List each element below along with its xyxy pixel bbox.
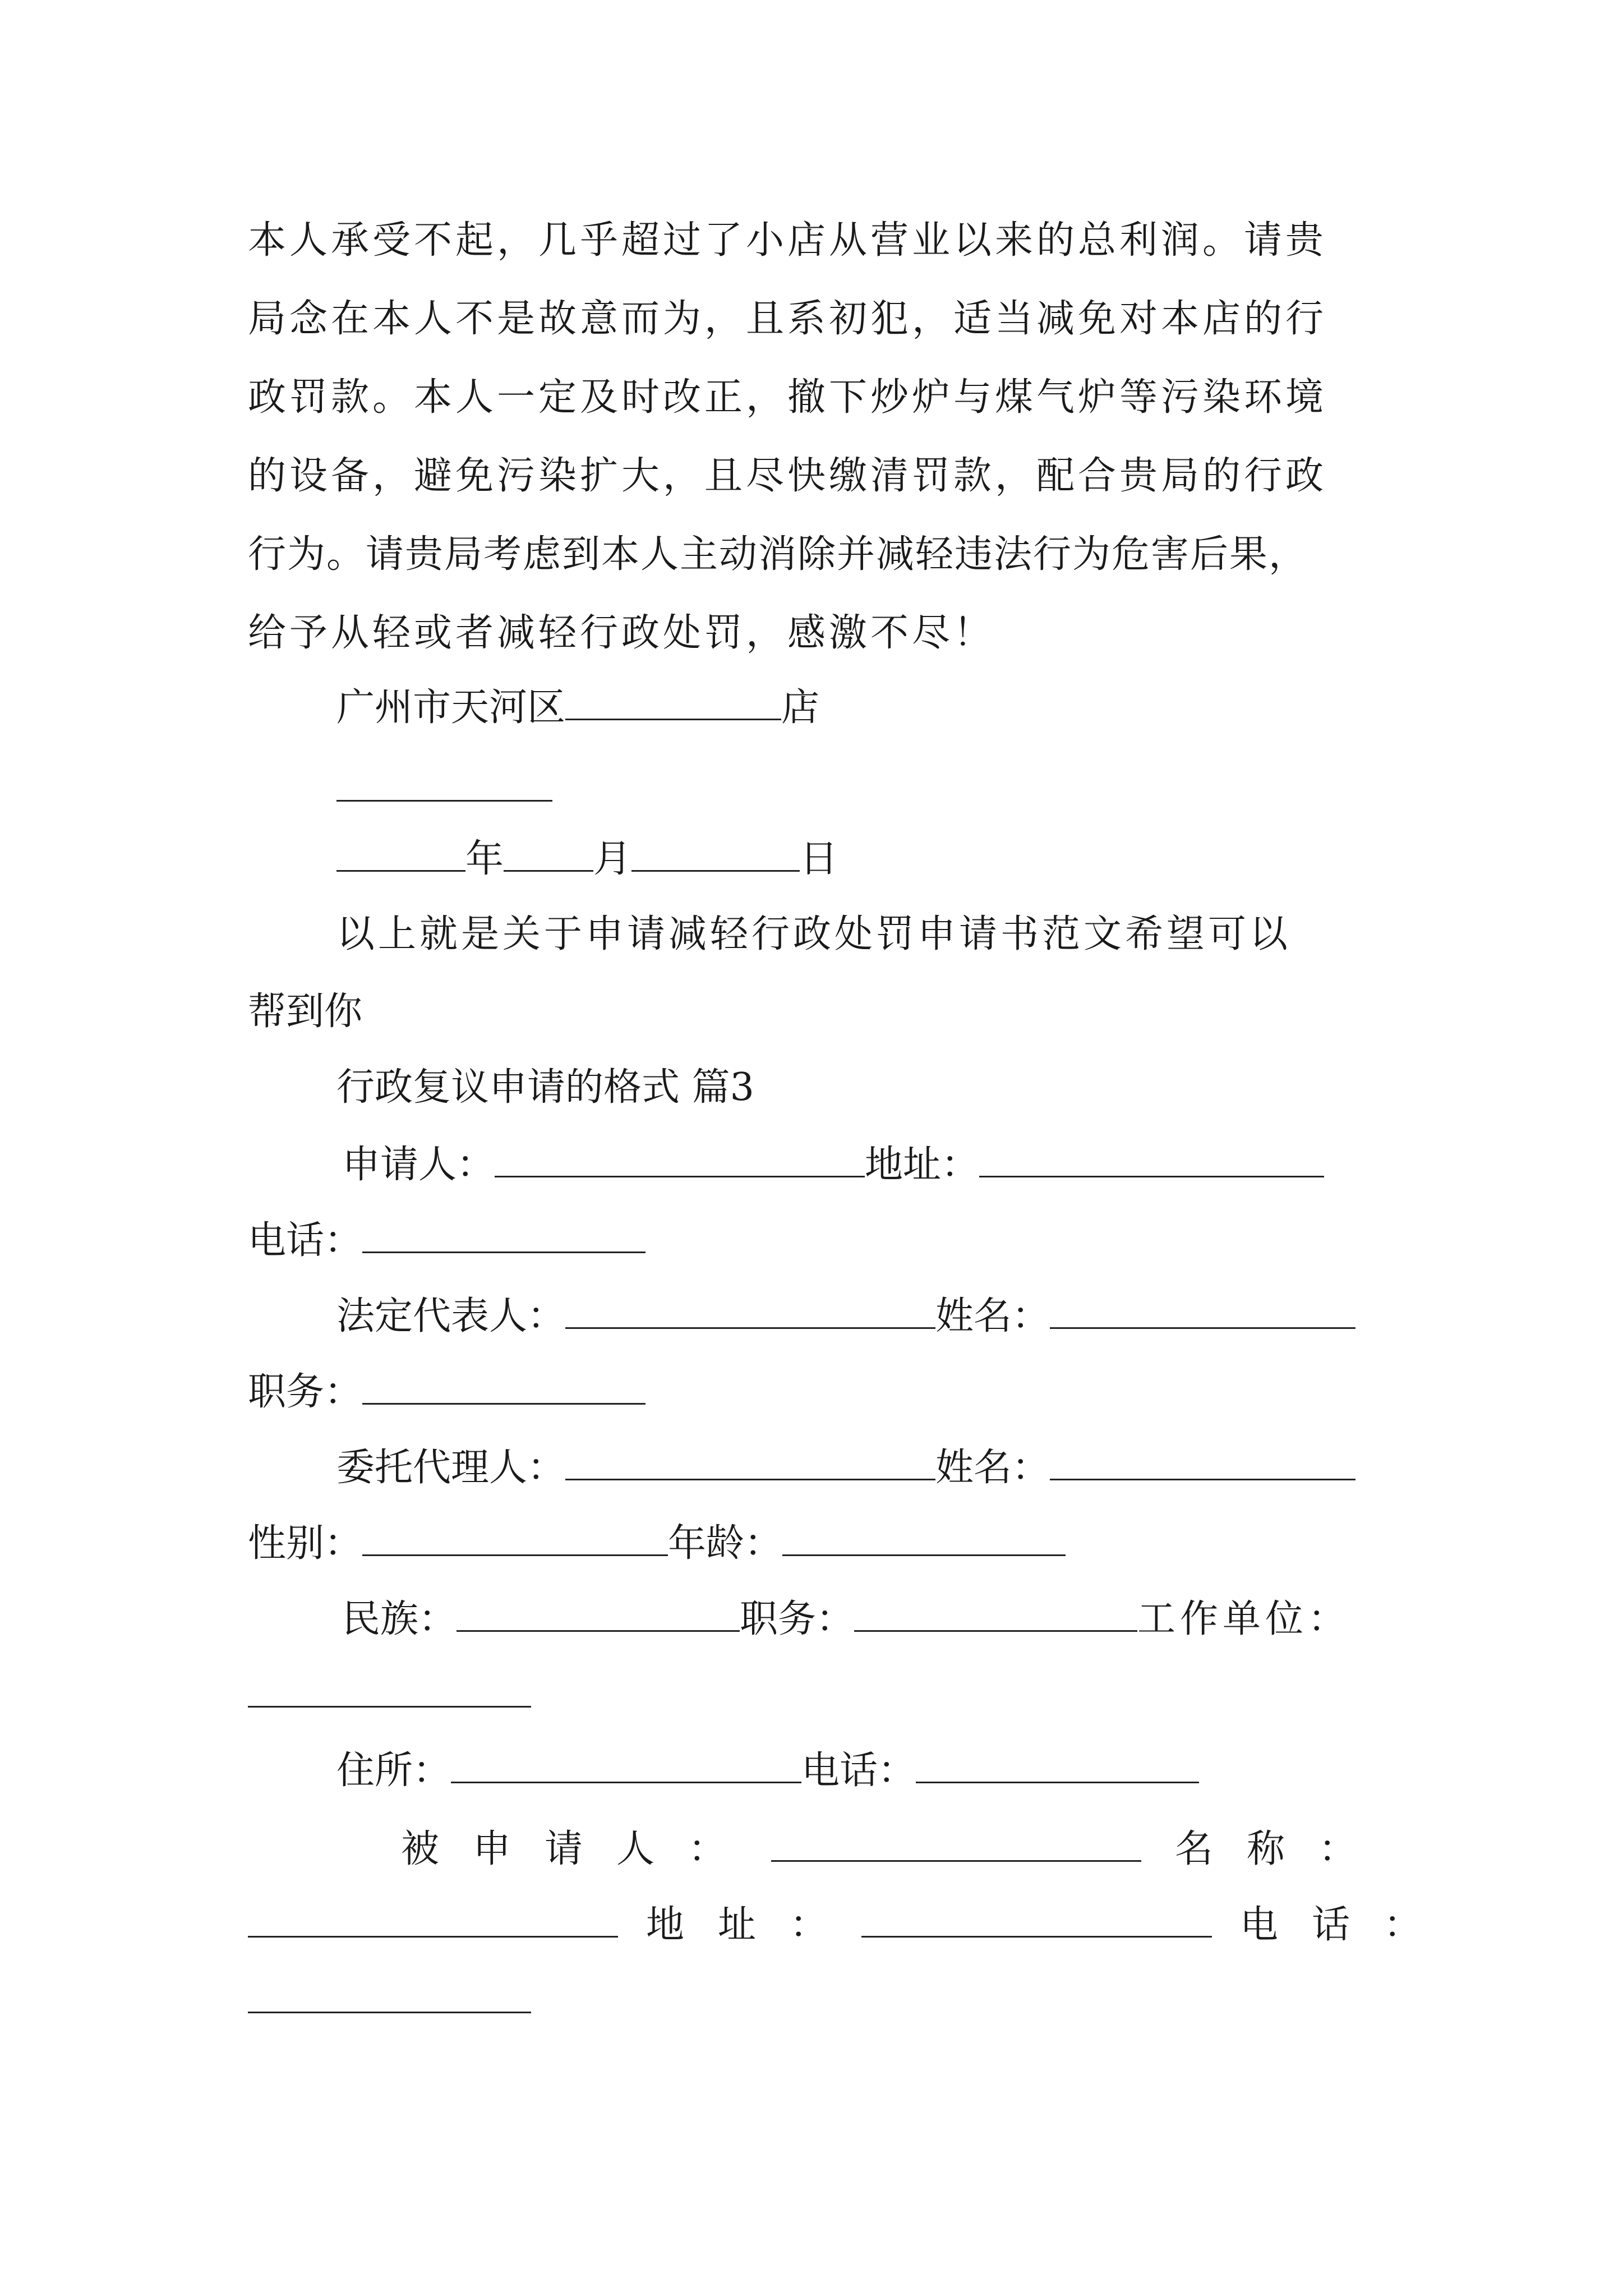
month-blank [504, 839, 593, 872]
date-line [336, 837, 838, 881]
address-blank [979, 1144, 1324, 1177]
ethnicity-line [342, 1599, 1350, 1639]
shop-name-blank [565, 687, 781, 720]
year-blank [336, 839, 465, 872]
signature-shop-line [336, 685, 820, 730]
gender-blank [362, 1523, 668, 1556]
paragraph-line: 行为。请贵局考虑到本人主动消除并减轻违法行为危害后果， [248, 532, 1308, 577]
gender-age-line [248, 1521, 1066, 1566]
work-unit-blank-line [248, 1674, 531, 1714]
day-blank [631, 839, 800, 872]
respondent-phone-blank-line [248, 1980, 531, 2020]
signature-blank-line [336, 769, 552, 808]
month-label: 月 [593, 837, 632, 881]
residence-line [336, 1749, 1199, 1793]
position-line [248, 1370, 645, 1414]
section-title: 行政复议申请的格式 篇3 [336, 1065, 754, 1110]
name-label: 姓名： [935, 1294, 1050, 1338]
signer-blank [336, 769, 552, 802]
name-blank [1050, 1296, 1355, 1329]
paragraph-line: 给予从轻或者减轻行政处罚，感激不尽！ [248, 611, 995, 655]
applicant-line [342, 1143, 1324, 1187]
agent-blank [565, 1447, 935, 1480]
gender-label: 性别： [248, 1521, 363, 1566]
respondent-address-line [248, 1903, 1456, 1947]
applicant-label: 申请人： [342, 1143, 495, 1187]
paragraph-line: 本人承受不起，几乎超过了小店从营业以来的总利润。请贵 [248, 218, 1327, 263]
ethnicity-blank [457, 1599, 740, 1632]
phone-blank [362, 1220, 645, 1253]
paragraph-line: 政罚款。本人一定及时改正，撤下炒炉与煤气炉等污染环境 [248, 375, 1327, 420]
closing-line-2: 帮到你 [248, 990, 363, 1034]
position-label: 职务： [248, 1370, 363, 1414]
closing-line-1: 以上就是关于申请减轻行政处罚申请书范文希望可以 [336, 912, 1292, 956]
phone-line [248, 1218, 645, 1263]
shop-prefix: 广州市天河区 [336, 685, 566, 730]
respondent-label: 被申请人： [401, 1827, 760, 1871]
title-name-label: 名称： [1175, 1827, 1391, 1871]
age-blank [782, 1523, 1066, 1556]
phone-label: 电话： [248, 1218, 363, 1263]
agent-label: 委托代理人： [336, 1446, 566, 1490]
agent-name-blank [1050, 1447, 1355, 1480]
age-label: 年龄： [668, 1521, 783, 1566]
address-label: 地址： [865, 1143, 980, 1187]
work-unit-blank [248, 1674, 531, 1708]
legal-rep-label: 法定代表人： [336, 1294, 566, 1338]
respondent-phone-blank [248, 1980, 531, 2013]
legal-rep-blank [565, 1296, 935, 1329]
year-label: 年 [465, 837, 504, 881]
respondent-address-blank [861, 1904, 1212, 1938]
day-label: 日 [800, 837, 838, 881]
residence-phone-label: 电话： [801, 1749, 916, 1793]
respondent-name-blank [248, 1904, 618, 1938]
ethnic-position-label: 职务： [740, 1597, 855, 1641]
respondent-blank [771, 1829, 1141, 1862]
legal-rep-line [336, 1296, 1355, 1336]
respondent-address-label: 地址： [646, 1903, 862, 1947]
agent-line [336, 1446, 1355, 1490]
ethnic-position-blank [854, 1599, 1137, 1632]
shop-suffix: 店 [781, 685, 820, 730]
paragraph-line: 的设备，避免污染扩大，且尽快缴清罚款，配合贵局的行政 [248, 454, 1327, 498]
residence-label: 住所： [336, 1749, 451, 1793]
paragraph-line: 局念在本人不是故意而为，且系初犯，适当减免对本店的行 [248, 297, 1327, 341]
ethnicity-label: 民族： [342, 1597, 457, 1641]
applicant-blank [495, 1144, 865, 1177]
respondent-line [401, 1829, 1390, 1869]
residence-blank [451, 1750, 801, 1783]
respondent-phone-label: 电话： [1240, 1903, 1456, 1947]
residence-phone-blank [916, 1750, 1199, 1783]
body-paragraph [248, 218, 1392, 693]
work-unit-label: 工作单位： [1137, 1597, 1351, 1641]
position-blank [362, 1372, 645, 1405]
agent-name-label: 姓名： [935, 1446, 1050, 1490]
